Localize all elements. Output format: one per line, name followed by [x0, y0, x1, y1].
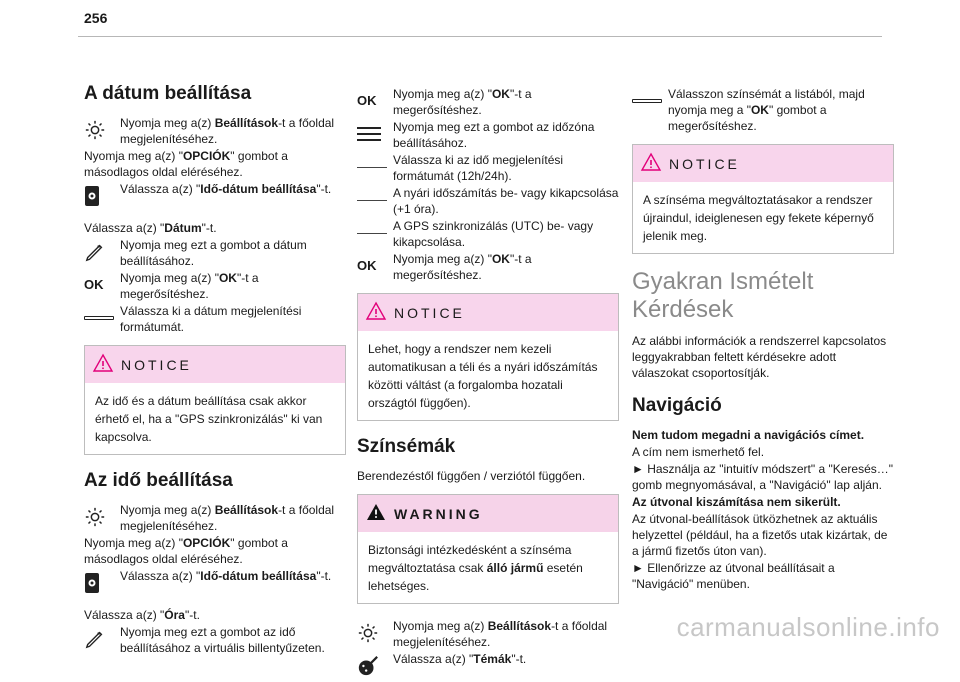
step-pencil: Nyomja meg ezt a gombot a dátum beállításához.	[84, 237, 346, 269]
pencil-icon	[84, 624, 120, 654]
line-icon	[357, 152, 393, 182]
notice-title: NOTICE	[669, 155, 740, 172]
notice-box: NOTICE Lehet, hogy a rendszer nem kezeli automatikusan a téli és a nyári időszámítás közötti váltást (a forgalomba hozatali országtól függően).	[357, 293, 619, 421]
header-divider	[78, 36, 882, 37]
step-time-date: Válassza a(z) "Idő-dátum beállítása"-t.	[84, 181, 346, 211]
heading-color-schemes: Színsémák	[357, 436, 456, 457]
heading-faq: Gyakran Ismételt Kérdések	[632, 268, 814, 323]
phone-settings-icon	[84, 181, 120, 211]
page-number: 256	[84, 10, 108, 26]
ok-icon: OK	[84, 277, 104, 292]
column-1: A dátum beállítása Nyomja meg a(z) Beállítások-t a főoldal megjelenítéséhez. Nyomja meg a(z) "OPCIÓK" gombot a másodlagos oldal eléréséhez. Válassza a(z) "Idő-dátum beállítása"-t. Válassza a(z) "Dátum"-t. Nyomja meg ezt a gombot a dátum beállításához. OK Nyomja meg a(z) "OK"-t a megerősítéshez. Válassza ki a dátum megjelenítési formátumát. NOTICE Az idő és a dátum beállítása csak akkor érhető el, ha a "GPS szinkronizálás" ki van kapcsolva. Az idő beállítása Nyomja meg a(z) Beállítások-t a főoldal megjelenítéséhez. Nyomja meg a(z) "OPCIÓK" gombot a másodlagos oldal eléréséhez. Válassza a(z) "Idő-dátum beállítása"-t. Válassza a(z) "Óra"-t. Nyomja meg ezt a gombot az idő beállításához a virtuális billentyűzeten.	[84, 78, 346, 657]
warning-triangle-icon	[93, 354, 113, 375]
column-2: OK Nyomja meg a(z) "OK"-t a megerősítéshez. Nyomja meg ezt a gombot az időzóna beállításához. Válassza ki az idő megjelenítési formátumát (12h/24h). A nyári időszámítás be- vagy kikapcsolása (+1 óra). A GPS szinkronizálás (UTC) be- vagy kikapcsolása. OK Nyomja meg a(z) "OK"-t a megerősítéshez. NOTICE Lehet, hogy a rendszer nem kezeli automatikusan a téli és a nyári időszámítás közötti váltást (a forgalomba hozatali országtól függően). Színsémák Berendezéstől függően / verziótól függően. WARNING Biztonsági intézkedésként a színséma megváltoztatása csak álló jármű esetén lehetséges. Nyomja meg a(z) Beállítások-t a főoldal megjelenítéséhez. Válassza a(z) "Témák"-t.	[357, 86, 619, 682]
heading-date-setting: A dátum beállítása	[84, 83, 252, 104]
step-settings-2: Nyomja meg a(z) Beállítások-t a főoldal megjelenítéséhez.	[84, 502, 346, 534]
bar-icon	[632, 86, 668, 116]
gear-icon	[357, 618, 393, 648]
column-3: Válasszon színsémát a listából, majd nyomja meg a "OK" gombot a megerősítéshez. NOTICE A színséma megváltoztatásakor a rendszer újraindul, ideiglenesen egy fekete képernyő jelenik meg. Gyakran Ismételt Kérdések Az alábbi információk a rendszerrel kapcsolatos leggyakrabban feltett kérdésekre adott válaszokat csoportosítják. Navigáció Nem tudom megadni a navigációs címet. A cím nem ismerhető fel. ► Használja az "intuitív módszert" a "Keresés…" gomb megnyomásával, a "Navigáció" lap alján. Az útvonal kiszámítása nem sikerült. Az útvonal-beállítások ütközhetnek az aktuális helyzettel (például, ha a fizetős utak kizártak, de a jármű fizetős úton van). ► Ellenőrizze az útvonal beállításait a "Navigáció" menüben.	[632, 87, 894, 591]
warning-title: WARNING	[394, 505, 483, 522]
notice-box	[84, 345, 346, 455]
palette-icon	[357, 651, 393, 681]
step-time-date-2: Válassza a(z) "Idő-dátum beállítása"-t.	[84, 568, 346, 598]
phone-settings-icon	[84, 568, 120, 598]
line-icon	[357, 218, 393, 248]
notice-box: NOTICE A színséma megváltoztatásakor a rendszer újraindul, ideiglenesen egy fekete képernyő jelenik meg.	[632, 144, 894, 254]
step-text: Nyomja meg a(z) Beállítások-t a főoldal megjelenítéséhez.	[120, 116, 335, 146]
ok-icon: OK	[357, 258, 377, 273]
select-date-text: Válassza a(z) "Dátum"-t.	[84, 221, 217, 235]
warning-triangle-icon	[366, 302, 386, 323]
watermark: carmanualsonline.info	[676, 612, 940, 642]
step-pencil-2: Nyomja meg ezt a gombot az idő beállításához a virtuális billentyűzeten.	[84, 624, 346, 656]
step-settings	[84, 115, 346, 147]
line-icon	[357, 185, 393, 215]
gear-icon	[84, 115, 120, 145]
menu-icon	[357, 119, 393, 149]
notice-body: Az idő és a dátum beállítása csak akkor érhető el, ha a "GPS szinkronizálás" ki van kapcsolva.	[95, 394, 323, 444]
warning-box: WARNING Biztonsági intézkedésként a színséma megváltoztatása csak álló jármű esetén lehetséges.	[357, 494, 619, 604]
bar-icon	[84, 303, 120, 333]
notice-title: NOTICE	[121, 356, 192, 373]
notice-title: NOTICE	[394, 304, 465, 321]
gear-icon	[84, 502, 120, 532]
warning-filled-icon	[366, 503, 386, 524]
step-ok: OK Nyomja meg a(z) "OK"-t a megerősítéshez.	[84, 271, 259, 301]
options-text: Nyomja meg a(z) "OPCIÓK" gombot a másodlagos oldal eléréséhez.	[84, 149, 288, 179]
ok-icon: OK	[357, 93, 377, 108]
pencil-icon	[84, 237, 120, 267]
heading-navigation: Navigáció	[632, 395, 722, 416]
warning-triangle-icon	[641, 153, 661, 174]
step-format: Válassza ki a dátum megjelenítési formátumát.	[84, 303, 346, 335]
heading-time-setting: Az idő beállítása	[84, 470, 233, 491]
